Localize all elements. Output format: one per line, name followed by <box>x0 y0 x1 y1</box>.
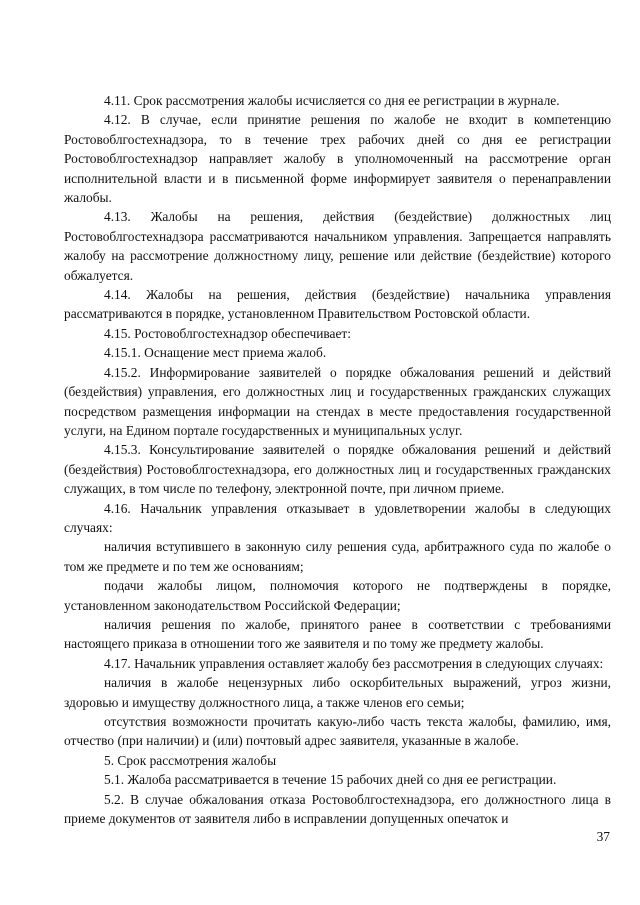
paragraph-5-1: 5.1. Жалоба рассматривается в течение 15 рабочих дней со дня ее регистрации. <box>104 772 557 788</box>
paragraph-4-16-case-1: наличия вступившего в законную силу решения суда, арбитражного суда по жалобе о том же предмете и по тем же основаниям; <box>64 539 611 574</box>
paragraph-4-15-1: 4.15.1. Оснащение мест приема жалоб. <box>104 345 327 361</box>
paragraph-4-16: 4.16. Начальник управления отказывает в удовлетворении жалобы в следующих случаях: <box>64 500 611 535</box>
paragraph-4-17: 4.17. Начальник управления оставляет жалобу без рассмотрения в следующих случаях: <box>104 655 604 671</box>
paragraph-4-16-case-3: наличия решения по жалобе, принятого ранее в соответствии с требованиями настоящего приказа в отношении того же заявителя и по тому же предмету жалобы. <box>64 616 611 652</box>
paragraph-4-15-3: 4.15.3. Консультирование заявителей о порядке обжалования решений и действий (бездействия) Ростовоблгостехнадзора, его должностных лиц и государственных гражданских служащих, в том числе по телефону, электронной почте, при личном приеме. <box>64 442 611 497</box>
paragraph-4-15: 4.15. Ростовоблгостехнадзор обеспечивает: <box>104 325 351 341</box>
paragraph-4-13: 4.13. Жалобы на решения, действия (бездействие) должностных лиц Ростовоблгостехнадзора рассматриваются начальником управления. Запрещается направлять жалобу на рассмотрение должностному лицу, решение или действие (бездействие) которого обжалуется. <box>64 209 611 283</box>
paragraph-4-12: 4.12. В случае, если принятие решения по жалобе не входит в компетенцию Ростовоблгостехнадзора, то в течение трех рабочих дней со дня ее регистрации Ростовоблгостехнадзор направляет жалобу в уполномоченный на рассмотрение орган исполнительной власти и в письменной форме информирует заявителя о перенаправлении жалобы. <box>64 112 611 206</box>
page-number: 37 <box>596 829 610 844</box>
paragraph-4-16-case-2: подачи жалобы лицом, полномочия которого не подтверждены в порядке, установленном законодательством Российской Федерации; <box>64 578 611 613</box>
paragraph-4-14: 4.14. Жалобы на решения, действия (бездействие) начальника управления рассматриваются в порядке, установленном Правительством Ростовской области. <box>64 287 611 322</box>
document-body <box>64 91 611 828</box>
paragraph-4-17-case-1: наличия в жалобе нецензурных либо оскорбительных выражений, угроз жизни, здоровью и имуществу должностного лица, а также членов его семьи; <box>64 675 611 710</box>
paragraph-4-11: 4.11. Срок рассмотрения жалобы исчисляется со дня ее регистрации в журнале. <box>104 93 560 108</box>
paragraph-4-15-2: 4.15.2. Информирование заявителей о порядке обжалования решений и действий (бездействия) управления, его должностных лиц и государственных гражданских служащих посредством размещения информации на стендах в месте предоставления государственной услуги, на Едином портале государственных и муниципальных услуг. <box>64 364 611 438</box>
paragraph-5-2: 5.2. В случае обжалования отказа Ростовоблгостехнадзора, его должностного лица в приеме документов от заявителя либо в исправлении допущенных опечаток и <box>64 791 611 827</box>
section-5-heading: 5. Срок рассмотрения жалобы <box>104 752 277 768</box>
paragraph-4-17-case-2: отсутствия возможности прочитать какую-либо часть текста жалобы, фамилию, имя, отчество (при наличии) и (или) почтовый адрес заявителя, указанные в жалобе. <box>64 714 611 749</box>
